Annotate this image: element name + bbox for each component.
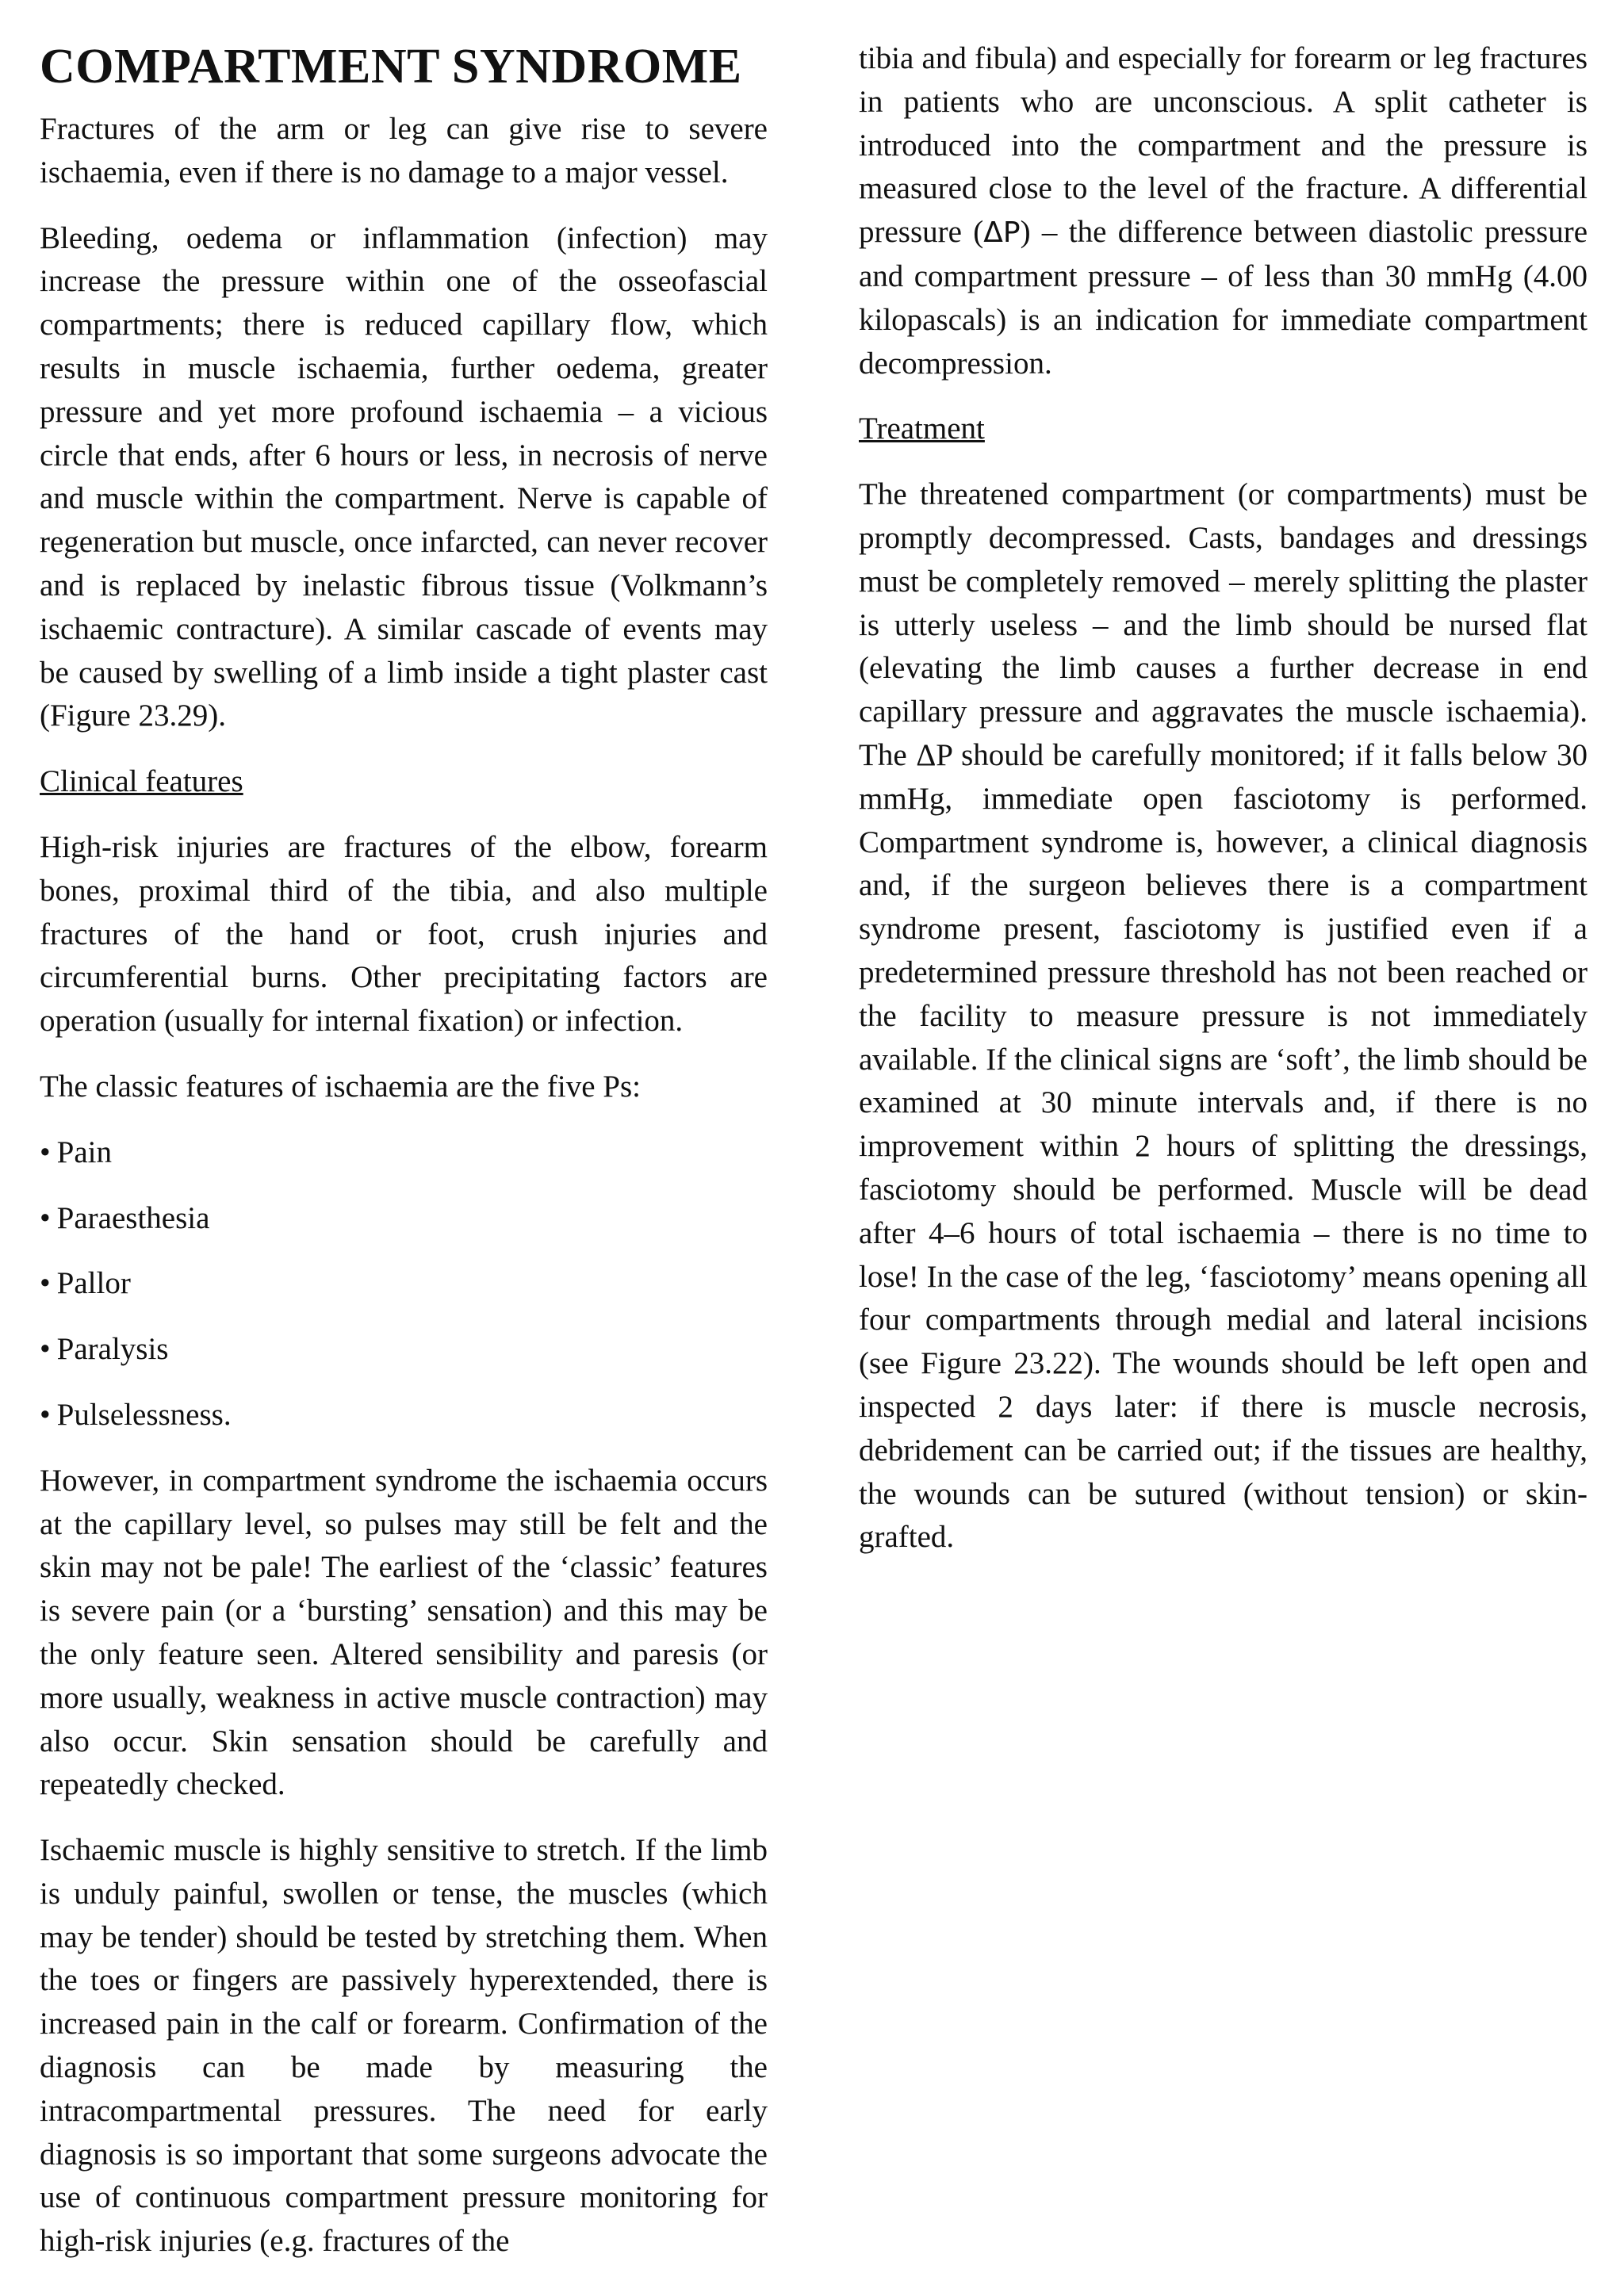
page-title: COMPARTMENT SYNDROME [40,40,742,94]
treatment-paragraph: The threatened compartment (or compartments) must be promptly decompressed. Casts, bandages and dressings must be completely removed – merely splitting the plaster is utterly useless – and the limb should be nursed flat (elevating the limb causes a further decrease in end capillary pressure and aggravates the muscle ischaemia). The ΔP should be carefully monitored; if it falls below 30 mmHg, immediate open fasciotomy is performed. Compartment syndrome is, however, a clinical diagnosis and, if the surgeon believes there is a compartment syndrome present, fasciotomy is justified even if a predetermined pressure threshold has not been reached or the facility to measure pressure is not immediately available. If the clinical signs are ‘soft’, the limb should be examined at 30 minute intervals and, if there is no improvement within 2 hours of splitting the dressings, fasciotomy should be performed. Muscle will be dead after 4–6 hours of total ischaemia – there is no time to lose! In the case of the leg, ‘fasciotomy’ means opening all four compartments through medial and lateral incisions (see Figure 23.22). The wounds should be left open and inspected 2 days later: if there is muscle necrosis, debridement can be carried out; if the tissues are healthy, the wounds can be sutured (without tension) or skin-grafted. [859,477,1588,1555]
stretch-test-paragraph: Ischaemic muscle is highly sensitive to stretch. If the limb is unduly painful, swollen or tense, the muscles (which may be tender) should be tested by stretching them. When the toes or fingers are passively hyperextended, there is increased pain in the calf or forearm. Confirmation of the diagnosis can be made by measuring the intracompartmental pressures. The need for early diagnosis is so important that some surgeons advocate the use of continuous compartment pressure monitoring for high-risk injuries (e.g. fractures of the [40,1833,768,2259]
bullet-icon: • [40,1135,51,1169]
list-item: • Paralysis [40,1332,169,1367]
clinical-features-heading: Clinical features [40,764,243,799]
list-item: • Paraesthesia [40,1200,210,1235]
list-item: • Pallor [40,1266,131,1301]
right-column [859,37,1588,1582]
intro-paragraph: Fractures of the arm or leg can give rise to severe ischaemia, even if there is no damage to a major vessel. [40,112,768,189]
list-item: • Pulselessness. [40,1397,232,1432]
capillary-level-paragraph: However, in compartment syndrome the ischaemia occurs at the capillary level, so pulses may still be felt and the skin may not be pale! The earliest of the ‘classic’ features is severe pain (or a ‘bursting’ sensation) and this may be the only feature seen. Altered sensibility and paresis (or more usually, weakness in active muscle contraction) may also occur. Skin sensation should be carefully and repeatedly checked. [40,1463,768,1802]
left-column [40,38,768,2286]
bullet-icon: • [40,1397,51,1432]
pressure-measurement-paragraph: tibia and fibula) and especially for forearm or leg fractures in patients who are unconscious. A split catheter is introduced into the compartment and the pressure is measured close to the level of the fracture. A differential pressure (ΔP) – the difference between diastolic pressure and compartment pressure – of less than 30 mmHg (4.00 kilopascals) is an indication for immediate compartment decompression. [859,41,1588,381]
high-risk-paragraph: High-risk injuries are fractures of the elbow, forearm bones, proximal third of the tibia, and also multiple fractures of the hand or foot, crush injuries and circumferential burns. Other precipitating factors are operation (usually for internal fixation) or infection. [40,829,768,1039]
pathophysiology-paragraph: Bleeding, oedema or inflammation (infection) may increase the pressure within one of the osseofascial compartments; there is reduced capillary flow, which results in muscle ischaemia, further oedema, greater pressure and yet more profound ischaemia – a vicious circle that ends, after 6 hours or less, in necrosis of nerve and muscle within the compartment. Nerve is capable of regeneration but muscle, once infarcted, can never recover and is replaced by inelastic fibrous tissue (Volkmann’s ischaemic contracture). A similar cascade of events may be caused by swelling of a limb inside a tight plaster cast (Figure 23.29). [40,220,768,733]
bullet-icon: • [40,1332,51,1367]
list-item: • Pain [40,1135,112,1169]
treatment-heading: Treatment [859,411,985,446]
bullet-icon: • [40,1266,51,1301]
bullet-icon: • [40,1200,51,1235]
five-ps-intro: The classic features of ischaemia are the five Ps: [40,1069,642,1104]
delta-p-symbol: ΔP [983,216,1021,250]
